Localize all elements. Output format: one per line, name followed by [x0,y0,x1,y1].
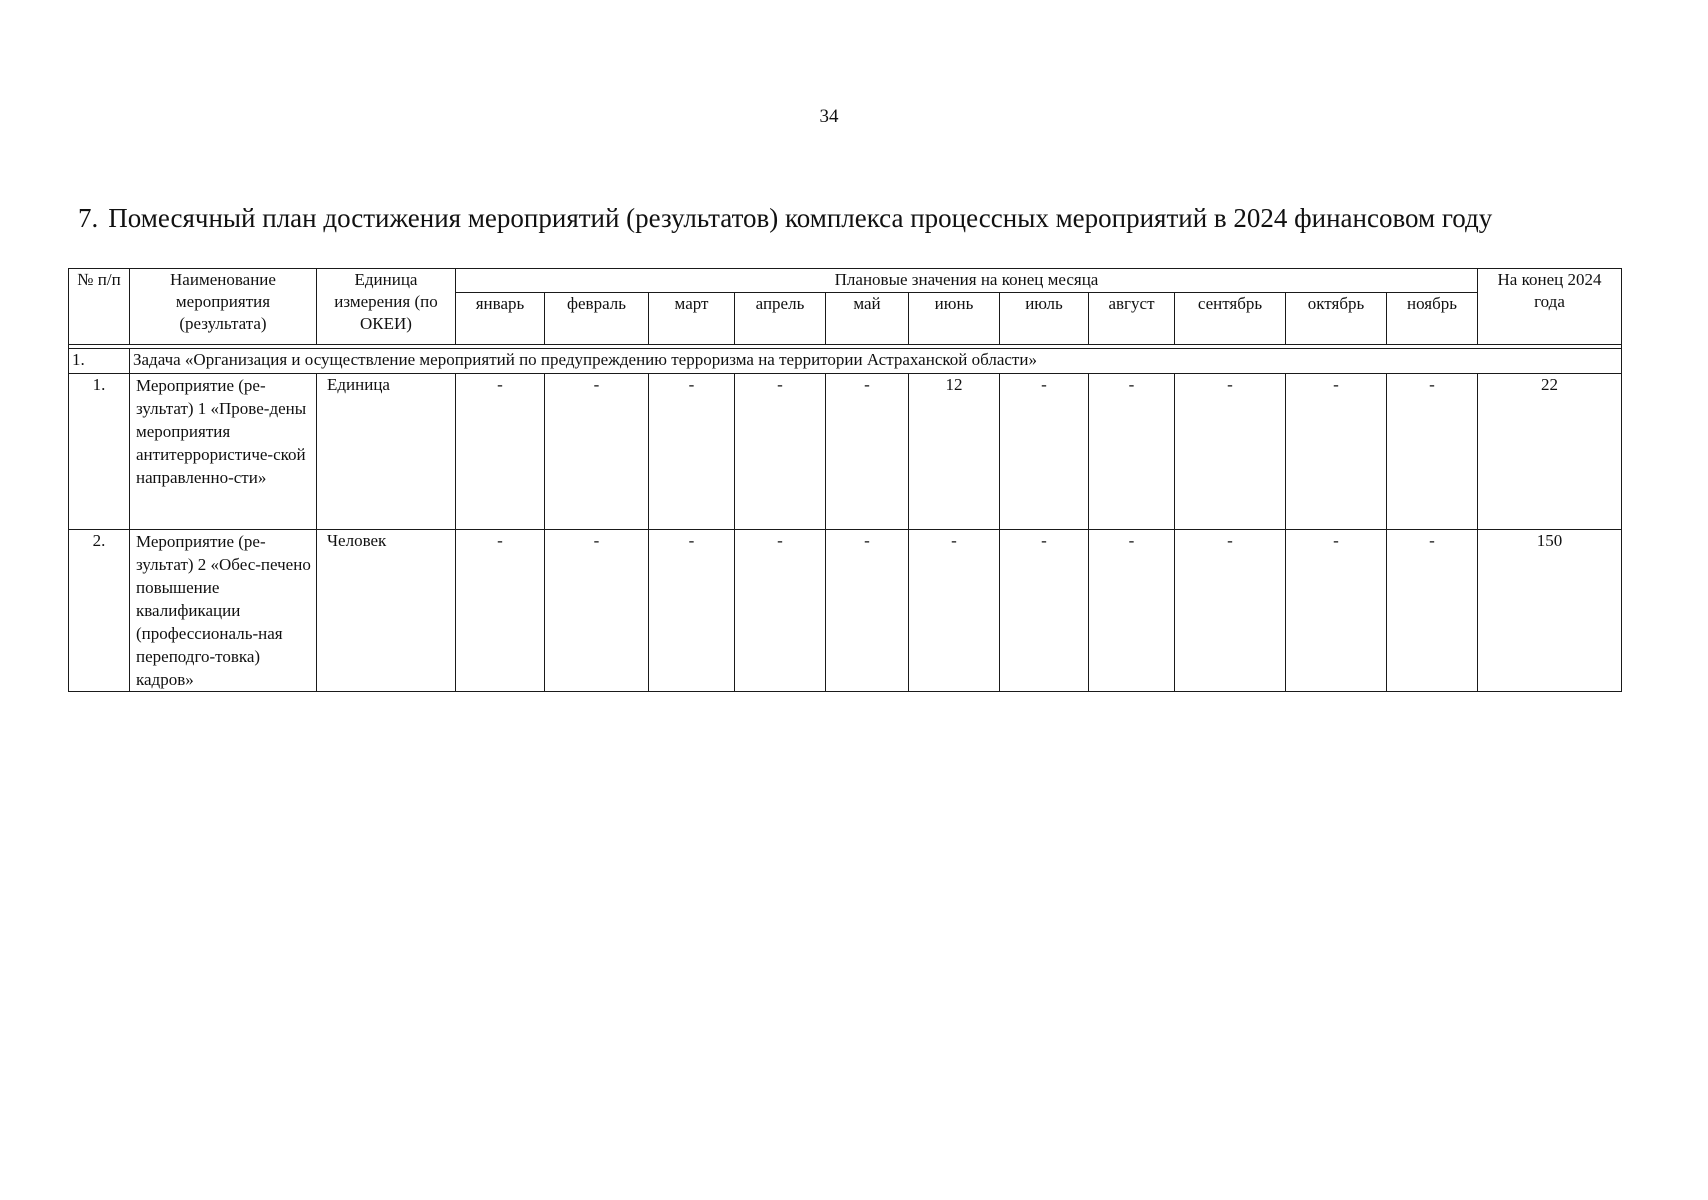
page-number: 34 [819,106,839,127]
month-value: - [735,374,826,530]
month-value: - [1387,374,1478,530]
month-value: - [545,530,649,692]
month-value: - [545,374,649,530]
month-header: февраль [545,293,649,345]
task-row [69,349,1622,374]
row-name: Мероприятие (ре-зультат) 2 «Обес-печено повышение квалификации (профессиональ-ная переподго-товка) кадров» [130,530,317,692]
month-header: ноябрь [1387,293,1478,345]
month-value: - [1175,374,1286,530]
month-value: - [1000,530,1089,692]
month-header: март [649,293,735,345]
row-number: 2. [69,530,130,692]
month-value: - [1089,374,1175,530]
month-value: - [1089,530,1175,692]
row-unit: Человек [317,530,456,692]
row-unit: Единица [317,374,456,530]
month-value: - [1387,530,1478,692]
month-value: - [649,530,735,692]
month-value: - [909,530,1000,692]
month-value: - [826,530,909,692]
year-end-value: 150 [1478,530,1622,692]
month-header: январь [456,293,545,345]
month-header: август [1089,293,1175,345]
month-header: сентябрь [1175,293,1286,345]
month-value: - [735,530,826,692]
month-value: - [1175,530,1286,692]
month-value: - [456,374,545,530]
task-text: Задача «Организация и осуществление мероприятий по предупреждению терроризма на территории Астраханской области» [130,349,1622,374]
month-value: - [1000,374,1089,530]
header-plan-values: Плановые значения на конец месяца [456,269,1478,293]
month-header: июль [1000,293,1089,345]
month-header: май [826,293,909,345]
month-header: октябрь [1286,293,1387,345]
section-title: Помесячный план достижения мероприятий (результатов) комплекса процессных мероприятий в 2024 финансовом году [108,203,1493,233]
row-name: Мероприятие (ре-зультат) 1 «Прове-дены мероприятия антитеррористиче-ской направленно-сти» [130,374,317,530]
section-number: 7. [78,203,99,233]
month-value: - [649,374,735,530]
year-end-value: 22 [1478,374,1622,530]
task-number: 1. [69,349,130,374]
monthly-plan-table [68,268,1622,692]
month-header: июнь [909,293,1000,345]
header-unit: Единица измерения (по ОКЕИ) [317,269,456,345]
row-number: 1. [69,374,130,530]
header-no: № п/п [69,269,130,345]
table-row [69,530,1622,692]
month-value: 12 [909,374,1000,530]
header-year-end: На конец 2024 года [1478,269,1622,345]
month-value: - [1286,374,1387,530]
table-row [69,374,1622,530]
section-heading [78,203,1492,234]
month-value: - [826,374,909,530]
month-value: - [456,530,545,692]
month-header: апрель [735,293,826,345]
month-value: - [1286,530,1387,692]
header-name: Наименование мероприятия (результата) [130,269,317,345]
header-row [69,269,1622,293]
